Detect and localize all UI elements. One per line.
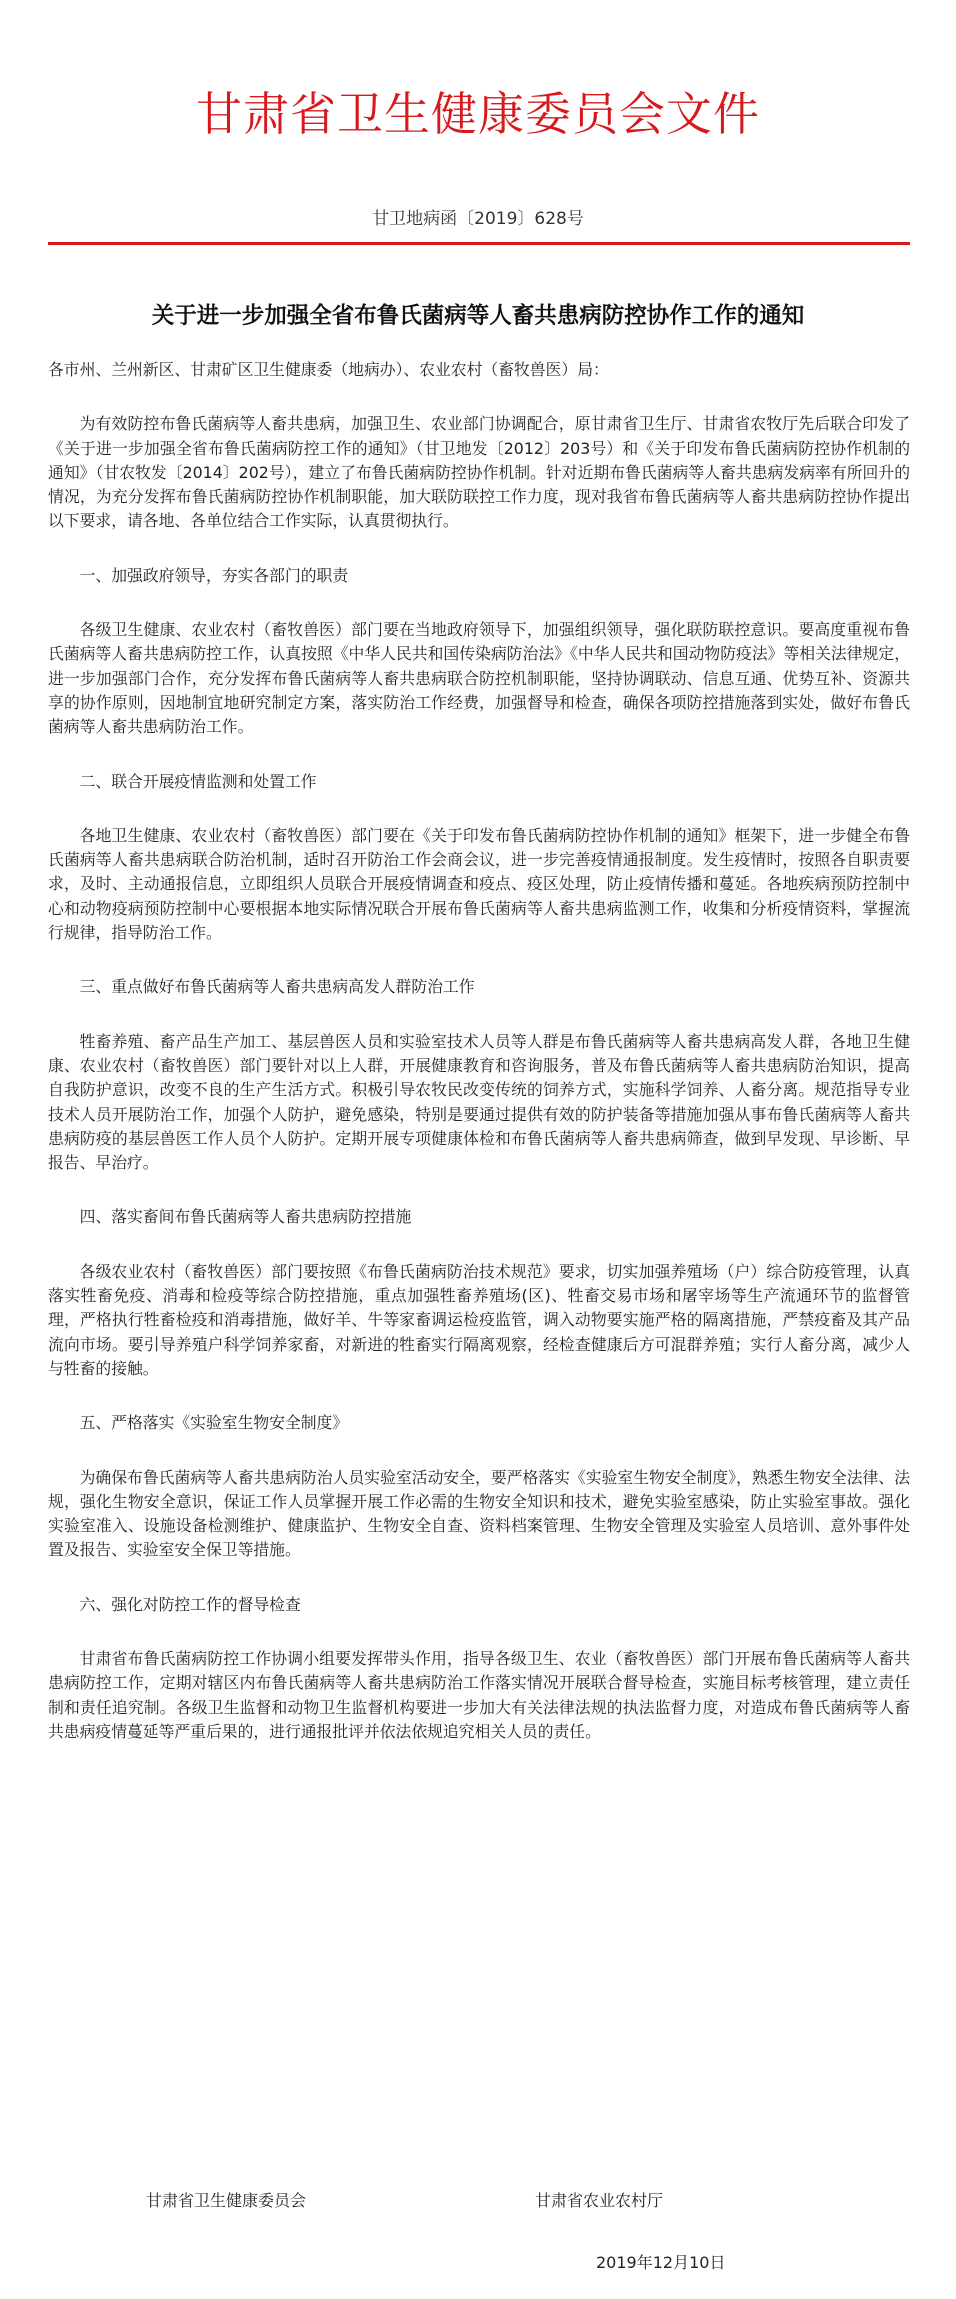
signature-agriculture-department: 甘肃省农业农村厅	[535, 2191, 664, 2210]
section-6-heading: 六、强化对防控工作的督导检查	[79, 1594, 301, 1614]
org-header-title: 甘肃省卫生健康委员会文件	[196, 87, 760, 141]
signature-health-commission: 甘肃省卫生健康委员会	[146, 2191, 307, 2210]
red-divider-line	[48, 242, 910, 245]
section-3-heading: 三、重点做好布鲁氏菌病等人畜共患病高发人群防治工作	[79, 977, 475, 997]
section-4-text: 各级农业农村（畜牧兽医）部门要按照《布鲁氏菌病防治技术规范》要求，切实加强养殖场（户）综合防疫管理，认真落实牲畜免疫、消毒和检疫等综合防控措施，重点加强牲畜养殖场(区)、牲畜交易市场和屠宰场等生产流通环节的监督管理，严格执行牲畜检疫和消毒措施，做好羊、牛等家畜调运检疫监管，调入动物要实施严格的隔离措施，严禁疫畜及其产品流向市场。要引导养殖户科学饲养家畜，对新进的牲畜实行隔离观察，经检查健康后方可混群养殖；实行人畜分离，减少人与牲畜的接触。	[48, 1261, 910, 1378]
section-3-text: 牲畜养殖、畜产品生产加工、基层兽医人员和实验室技术人员等人群是布鲁氏菌病等人畜共患病高发人群，各地卫生健康、农业农村（畜牧兽医）部门要针对以上人群，开展健康教育和咨询服务，普及布鲁氏菌病等人畜共患病防治知识，提高自我防护意识，改变不良的生产生活方式。积极引导农牧民改变传统的饲养方式，实施科学饲养、人畜分离。规范指导专业技术人员开展防治工作，加强个人防护，避免感染，特别是要通过提供有效的防护装备等措施加强从事布鲁氏菌病等人畜共患病防疫的基层兽医工作人员个人防护。定期开展专项健康体检和布鲁氏菌病等人畜共患病筛查，做到早发现、早诊断、早报告、早治疗。	[48, 1031, 910, 1173]
addressee-line: 各市州、兰州新区、甘肃矿区卫生健康委（地病办）、农业农村（畜牧兽医）局：	[48, 360, 609, 379]
section-1-text: 各级卫生健康、农业农村（畜牧兽医）部门要在当地政府领导下，加强组织领导，强化联防联控意识。要高度重视布鲁氏菌病等人畜共患病防控工作，认真按照《中华人民共和国传染病防治法》《中华人民共和国动物防疫法》等相关法律规定，进一步加强部门合作，充分发挥布鲁氏菌病等人畜共患病联合防控机制职能，坚持协调联动、信息互通、优势互补、资源共享的协作原则，因地制宜地研究制定方案，落实防治工作经费，加强督导和检查，确保各项防控措施落到实处，做好布鲁氏菌病等人畜共患病防治工作。	[48, 620, 910, 737]
section-5-text: 为确保布鲁氏菌病等人畜共患病防治人员实验室活动安全，要严格落实《实验室生物安全制度》，熟悉生物安全法律、法规，强化生物安全意识，保证工作人员掌握开展工作必需的生物安全知识和技术，避免实验室感染，防止实验室事故。强化实验室准入、设施设备检测维护、健康监护、生物安全自查、资料档案管理、生物安全管理及实验室人员培训、意外事件处置及报告、实验室安全保卫等措施。	[48, 1467, 910, 1560]
section-5-heading: 五、严格落实《实验室生物安全制度》	[79, 1413, 349, 1433]
section-2-heading: 二、联合开展疫情监测和处置工作	[79, 771, 317, 791]
section-6-text: 甘肃省布鲁氏菌病防控工作协调小组要发挥带头作用，指导各级卫生、农业（畜牧兽医）部门开展布鲁氏菌病等人畜共患病防控工作，定期对辖区内布鲁氏菌病等人畜共患病防治工作落实情况开展联合督导检查，实施目标考核管理，建立责任制和责任追究制。各级卫生监督和动物卫生监督机构要进一步加大有关法律法规的执法监督力度，对造成布鲁氏菌病等人畜共患病疫情蔓延等严重后果的，进行通报批评并依法依规追究相关人员的责任。	[48, 1648, 910, 1741]
section-2-text: 各地卫生健康、农业农村（畜牧兽医）部门要在《关于印发布鲁氏菌病防控协作机制的通知》框架下，进一步健全布鲁氏菌病等人畜共患病联合防治机制，适时召开防治工作会商会议，进一步完善疫情通报制度。发生疫情时，按照各自职责要求，及时、主动通报信息，立即组织人员联合开展疫情调查和疫点、疫区处理，防止疫情传播和蔓延。各地疾病预防控制中心和动物疫病预防控制中心要根据本地实际情况联合开展布鲁氏菌病等人畜共患病监测工作，收集和分析疫情资料，掌握流行规律，指导防治工作。	[48, 825, 910, 943]
section-4-heading: 四、落实畜间布鲁氏菌病等人畜共患病防控措施	[79, 1207, 412, 1227]
issue-date: 2019年12月10日	[596, 2253, 726, 2272]
signature-block	[0, 2188, 956, 2212]
document-body	[48, 358, 910, 1774]
document-number: 甘卫地病函〔2019〕628号	[372, 209, 584, 229]
intro-paragraph: 为有效防控布鲁氏菌病等人畜共患病，加强卫生、农业部门协调配合，原甘肃省卫生厅、甘肃省农牧厅先后联合印发了《关于进一步加强全省布鲁氏菌病防控工作的通知》（甘卫地发〔2012〕203号）和《关于印发布鲁氏菌病防控协作机制的通知》（甘农牧发〔2014〕202号），建立了布鲁氏菌病防控协作机制。针对近期布鲁氏菌病等人畜共患病发病率有所回升的情况，为充分发挥布鲁氏菌病防控协作机制职能，加大联防联控工作力度，现对我省布鲁氏菌病等人畜共患病防控协作提出以下要求，请各地、各单位结合工作实际，认真贯彻执行。	[48, 414, 910, 531]
section-1-heading: 一、加强政府领导，夯实各部门的职责	[79, 565, 349, 585]
document-title: 关于进一步加强全省布鲁氏菌病等人畜共患病防控协作工作的通知	[151, 303, 805, 329]
